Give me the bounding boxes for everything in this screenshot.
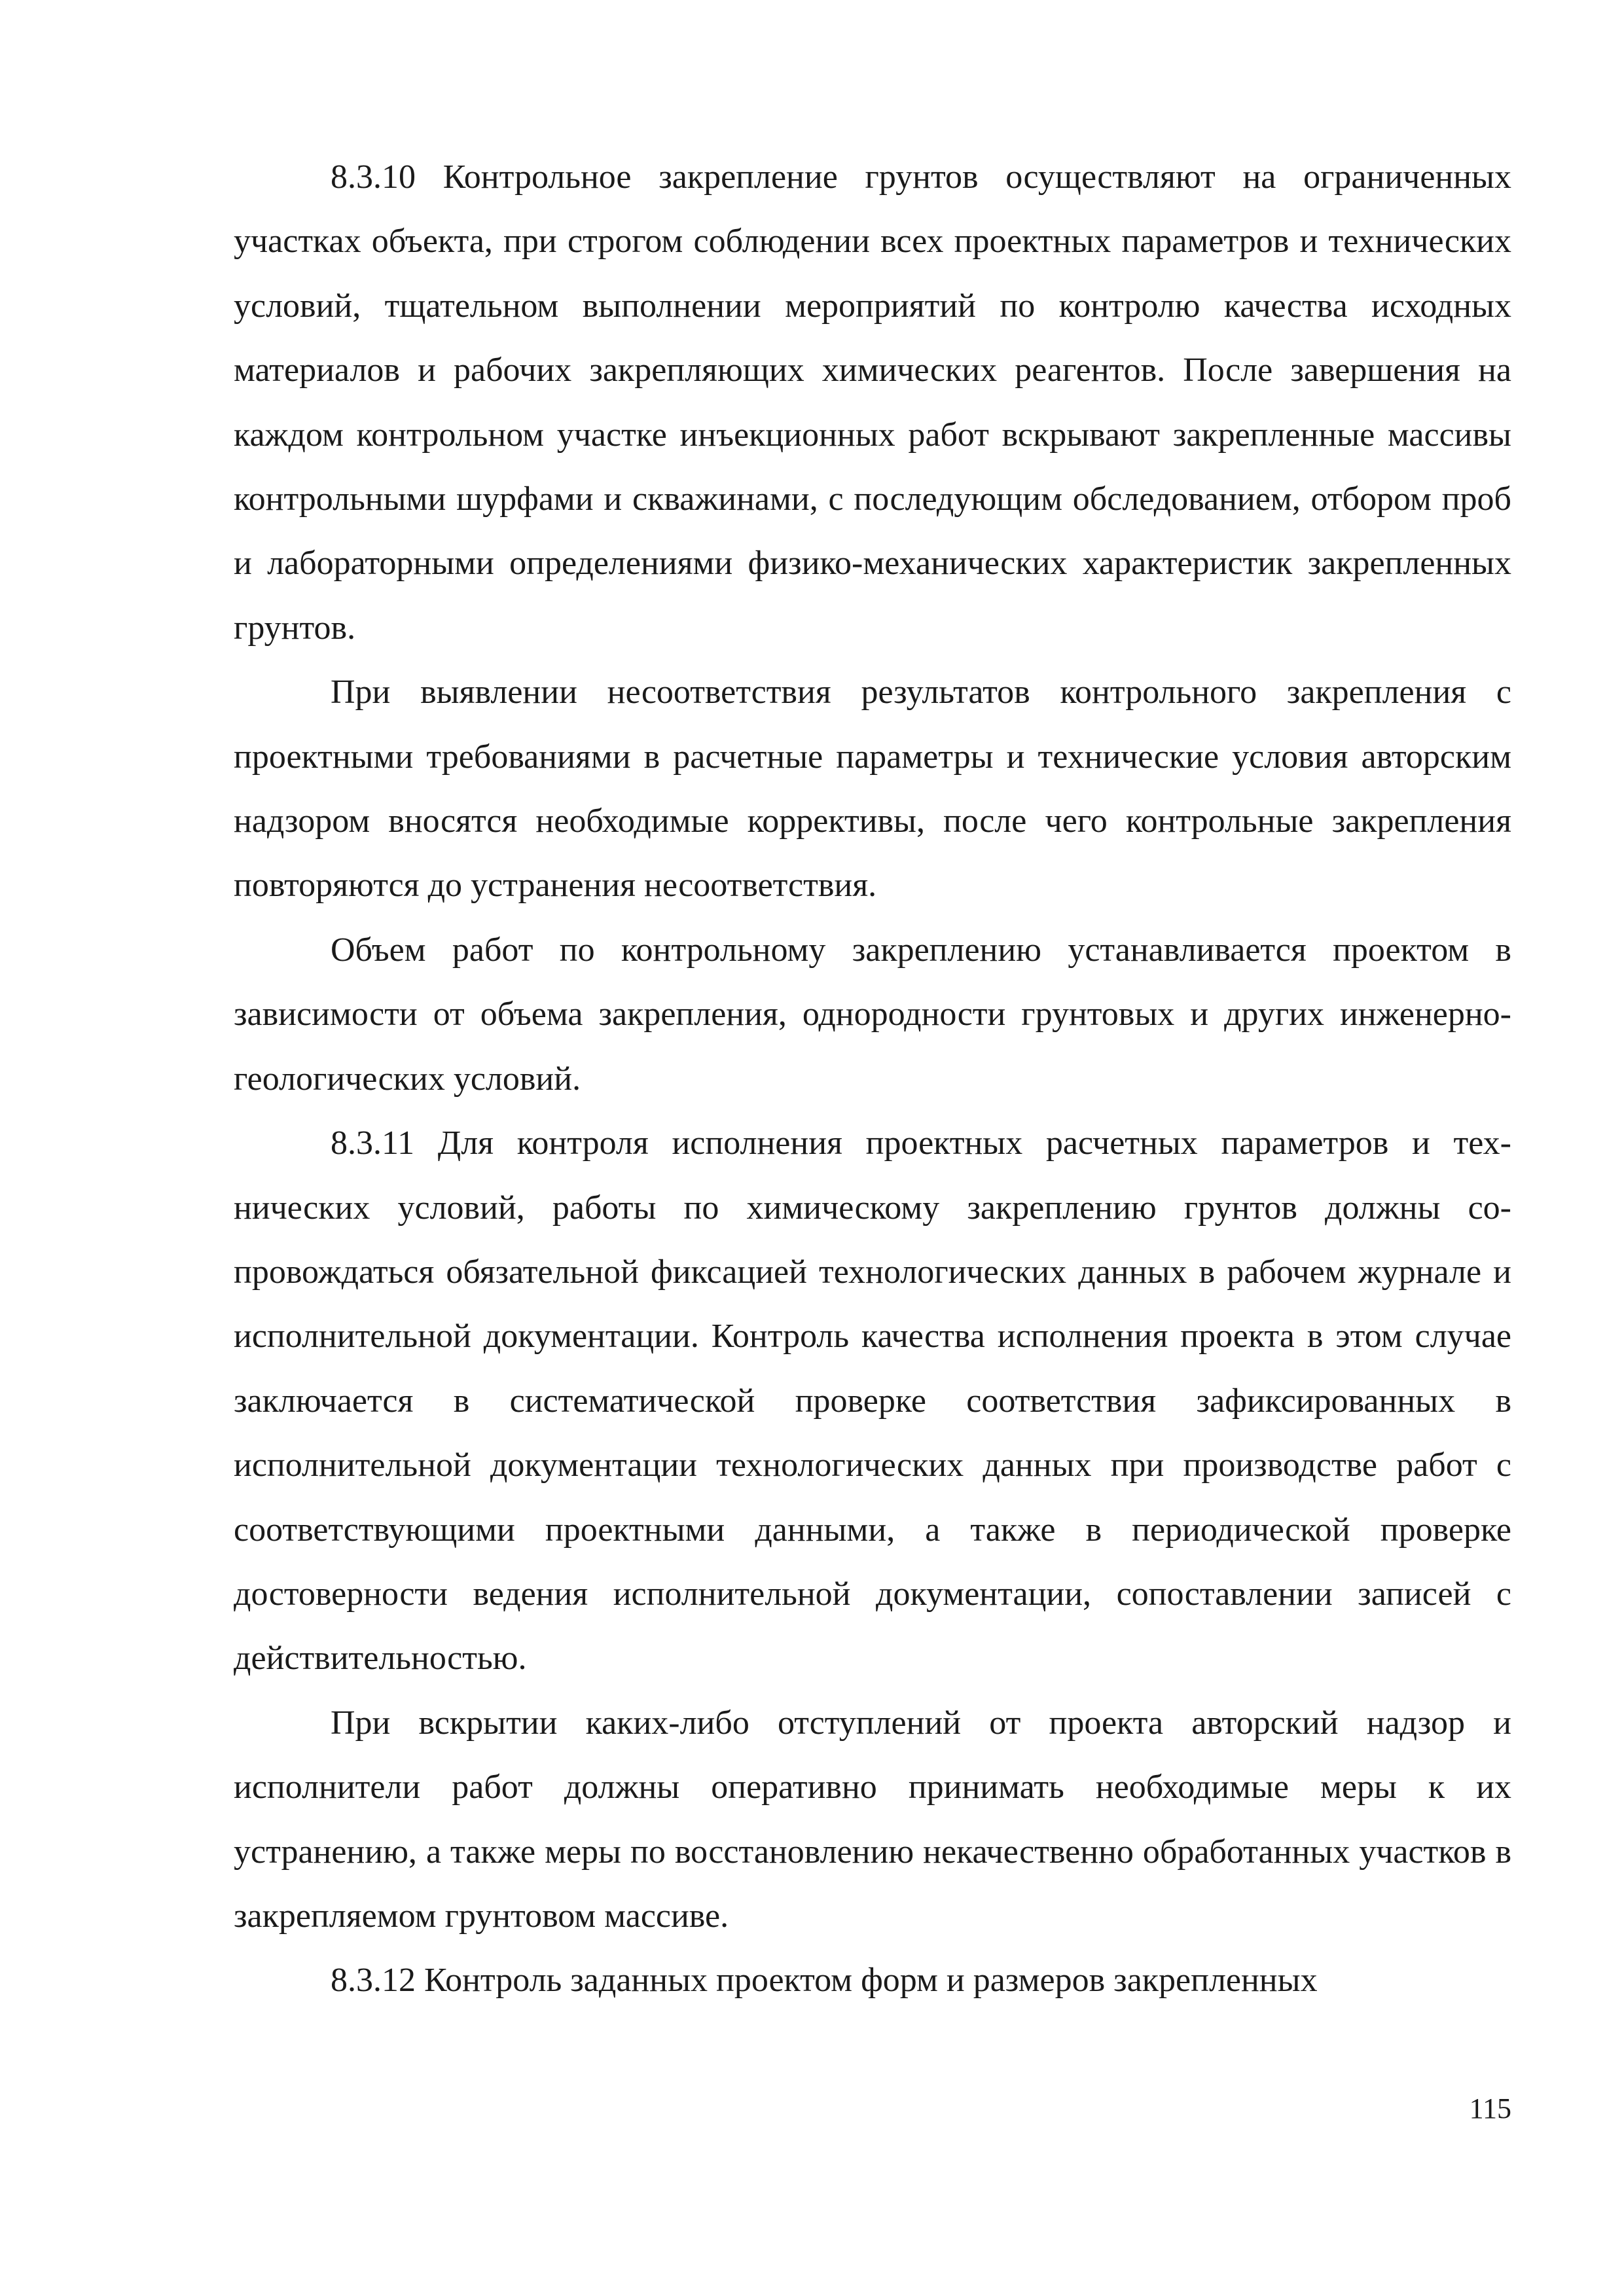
paragraph-nonconformity: При выявлении несоответствия результатов контрольного закрепления с проектными требованиями в расчетные параметры и технические условия авторским надзором вносятся необходимые коррективы, после чего контрольные закрепления повторяются до устранения несоответствия. — [234, 673, 1511, 905]
page-number: 115 — [1469, 2092, 1511, 2125]
body-text — [234, 145, 1511, 2013]
paragraph-8-3-12: 8.3.12 Контроль заданных проектом форм и размеров закрепленных — [331, 1962, 1318, 2000]
paragraph-8-3-10: 8.3.10 Контрольное закрепление грунтов осуществляют на ограниченных участках объекта, при строгом соблюдении всех проектных параметров и технических условий, тщательном выполнении мероприятий по контролю качества исходных материалов и рабочих закрепляющих химических реагентов. После завершения на каждом контрольном участке инъекционных работ вскрывают закрепленные массивы контрольными шурфами и скважинами, с последующим обследованием, отбором проб и лабораторными определениями физико-механических характеристик закрепленных грунтов. — [234, 158, 1511, 647]
paragraph-8-3-11: 8.3.11 Для контроля исполнения проектных расчетных параметров и технических условий, работы по химическому закреплению грунтов должны сопровождаться обязательной фиксацией технологических данных в рабочем журнале и исполнительной документации. Контроль качества исполнения проекта в этом случае заключается в систематической проверке соответствия зафиксированных в исполнительной документации технологических данных при производстве работ с соответствующими проектными данными, а также в периодической проверке достоверности ведения исполнительной документации, сопоставлении записей с действительностью. — [234, 1124, 1511, 1677]
paragraph-deviations: При вскрытии каких-либо отступлений от проекта авторский надзор и исполнители работ должны оперативно принимать необходимые меры к их устранению, а также меры по восстановлению некачественно обработанных участков в закрепляемом грунтовом массиве. — [234, 1704, 1511, 1935]
paragraph-scope: Объем работ по контрольному закреплению устанавливается проектом в зависимости от объема закрепления, однородности грунтовых и других инженерно-геологических условий. — [234, 931, 1511, 1098]
